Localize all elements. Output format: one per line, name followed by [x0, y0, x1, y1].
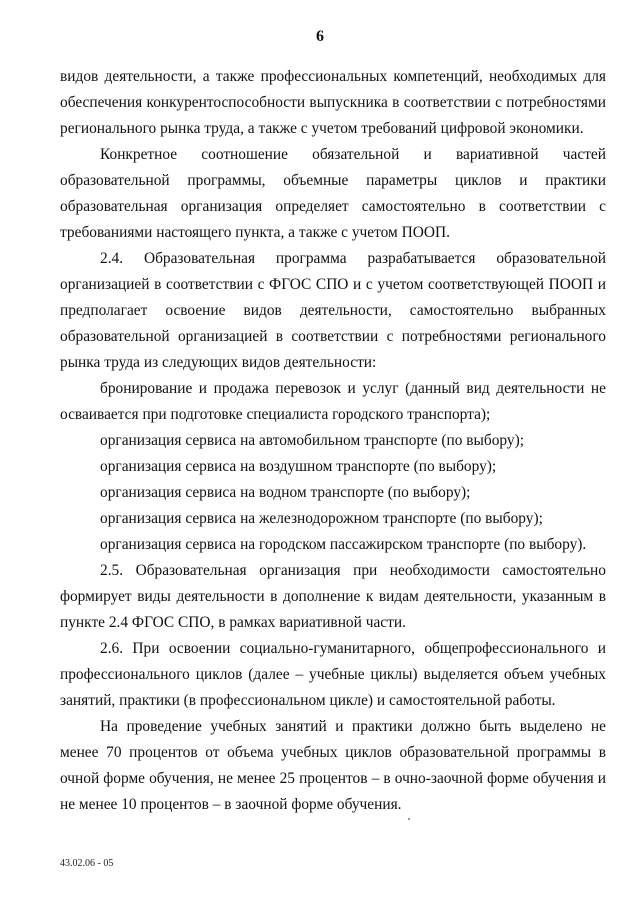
paragraph-percentages: На проведение учебных занятий и практики должно быть выделено не менее 70 процентов от объема учебных циклов образовательной программы в очной форме обучения, не менее 25 процентов – в очно-заочной форме обучения и не менее 10 процентов – в заочной форме обучения. — [60, 718, 606, 813]
footer-document-code: 43.02.06 - 05 — [60, 858, 114, 869]
list-item-booking: бронирование и продажа перевозок и услуг (данный вид деятельности не осваивается при подготовке специалиста городского транспорта); — [60, 380, 606, 423]
paragraph-2-6: 2.6. При освоении социально-гуманитарного, общепрофессионального и профессионального циклов (далее – учебные циклы) выделяется объем учебных занятий, практики (в профессиональном цикле) и самостоятельной работы. — [60, 640, 606, 709]
paragraph-2-5: 2.5. Образовательная организация при необходимости самостоятельно формирует виды деятельности в дополнение к видам деятельности, указанным в пункте 2.4 ФГОС СПО, в рамках вариативной части. — [60, 562, 606, 631]
list-item-air: организация сервиса на воздушном транспорте (по выбору); — [100, 458, 497, 475]
list-item-railway: организация сервиса на железнодорожном транспорте (по выбору); — [100, 510, 543, 527]
list-item-urban: организация сервиса на городском пассажирском транспорте (по выбору). — [100, 536, 587, 553]
paragraph-2-4: 2.4. Образовательная программа разрабатывается образовательной организацией в соответствии с ФГОС СПО и с учетом соответствующей ПООП и предполагает освоение видов деятельности, самостоятельно выбранных образовательной организацией в соответствии с потребностями регионального рынка труда из следующих видов деятельности: — [60, 250, 606, 371]
list-item-water: организация сервиса на водном транспорте (по выбору); — [100, 484, 471, 501]
document-body — [60, 64, 606, 818]
page-number: 6 — [316, 28, 324, 45]
paragraph-continuation: видов деятельности, а также профессиональных компетенций, необходимых для обеспечения конкурентоспособности выпускника в соответствии с потребностями регионального рынка труда, а также с учетом требований цифровой экономики. — [60, 68, 606, 137]
scan-speck — [408, 818, 410, 820]
list-item-automobile: организация сервиса на автомобильном транспорте (по выбору); — [100, 432, 525, 449]
paragraph-ratio: Конкретное соотношение обязательной и вариативной частей образовательной программы, объемные параметры циклов и практики образовательная организация определяет самостоятельно в соответствии с требованиями настоящего пункта, а также с учетом ПООП. — [60, 146, 606, 241]
